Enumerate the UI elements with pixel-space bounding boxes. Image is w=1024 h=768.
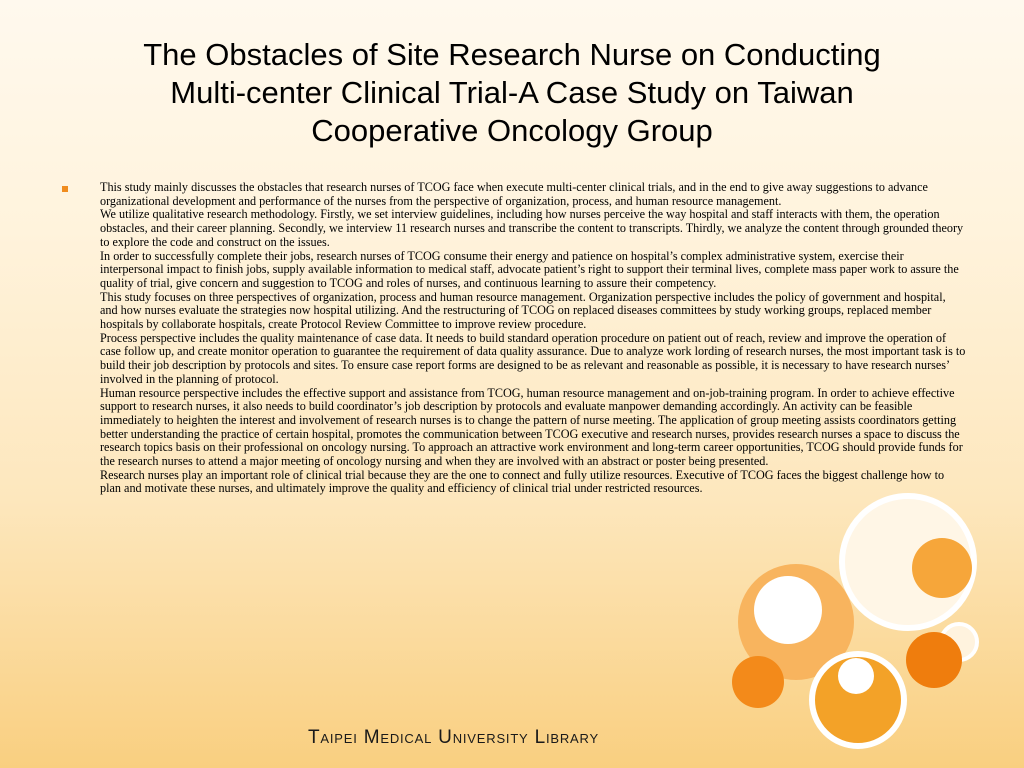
deco-dot-dark-orange (906, 632, 962, 688)
paragraph-organization: This study focuses on three perspectives of organization, process and human resource management. Organization perspective includes the policy of government and hospital, and how nurses evaluate the strategies now hospital utilizing. And the restructuring of TCOG on replaced diseases committees by study working groups, replaced member hospitals by collaborate hospitals, create Protocol Review Committee to improve review procedure. (100, 289, 946, 332)
slide-title (60, 36, 964, 150)
deco-dot-small-left (732, 656, 784, 708)
deco-ring-small (941, 624, 977, 660)
title-line-2: Multi-center Clinical Trial-A Case Study on Taiwan (170, 75, 854, 110)
deco-dot-orange-right (912, 538, 972, 598)
paragraph-conclusion: Research nurses play an important role of clinical trial because they are the one to connect and fully utilize resources. Executive of TCOG faces the biggest challenge how to plan and motivate these nurses, and ultimately improve the quality and efficiency of clinical trial under restricted resources. (100, 467, 945, 496)
title-line-1: The Obstacles of Site Research Nurse on Conducting (143, 37, 881, 72)
paragraph-findings: In order to successfully complete their jobs, research nurses of TCOG consume their energy and patience on hospital’s complex administrative system, exercise their interpersonal impact to finish jobs, supply available information to medical staff, advocate patient’s right to support their terminal lives, complete mass paper work to assure the quality of trial, give concern and suggestion to TCOG and roles of nurses, and continuous learning to assure their competency. (100, 248, 959, 290)
deco-ring-large (842, 496, 974, 628)
deco-circle-peach-center (754, 576, 822, 644)
paragraph-intro: This study mainly discusses the obstacles that research nurses of TCOG face when execute multi-center clinical trials, and in the end to give away suggestions to advance organizational development and performance of the nurses from the perspective of organization, process, and human resource management. (100, 180, 928, 208)
footer-library-name: Taipei Medical University Library (308, 727, 599, 748)
paragraph-human-resource: Human resource perspective includes the effective support and assistance from TCOG, human resource management and on-job-training program. In order to achieve effective support to research nurses, it also needs to build coordinator’s job description by protocols and evaluate manpower demanding accordingly. An activity can be feasible immediately to heighten the interest and involvement of research nurses is to change the pattern of nurse meeting. The application of group meeting assists coordinators getting better understanding the practice of certain hospital, promotes the communication between TCOG executive and research nurses, provides research nurses a space to discuss the research topics basis on their professional on oncology nursing. To approach an attractive work environment and long-term career opportunities, TCOG should provide funds for the research nurses to attend a major meeting of oncology nursing and when they are involved with an abstract or poster being presented. (100, 385, 963, 469)
paragraph-process: Process perspective includes the quality maintenance of case data. It needs to build standard operation procedure on patient out of reach, review and improve the operation of case follow up, and create monitor operation to guarantee the requirement of data quality assurance. Due to analyze work lording of research nurses, the most important task is to build their job description by protocols and sites. To ensure case report forms are designed to be as relevant and reasonable as possible, it is necessary to have research nurses’ involved in the planning of protocol. (100, 330, 966, 386)
deco-circle-bottom (812, 654, 904, 746)
slide-body-text (100, 181, 966, 496)
deco-circle-bottom-center (838, 658, 874, 694)
bullet-square-icon (62, 186, 68, 192)
paragraph-methodology: We utilize qualitative research methodology. Firstly, we set interview guidelines, including how nurses perceive the way hospital and staff interacts with them, the operation obstacles, and their career planning. Secondly, we interview 11 research nurses and transcribe the content to transcripts. Thirdly, we analyze the content through grounded theory to explore the code and construct on the issues. (100, 207, 964, 249)
title-line-3: Cooperative Oncology Group (311, 113, 713, 148)
deco-circle-peach (738, 564, 854, 680)
